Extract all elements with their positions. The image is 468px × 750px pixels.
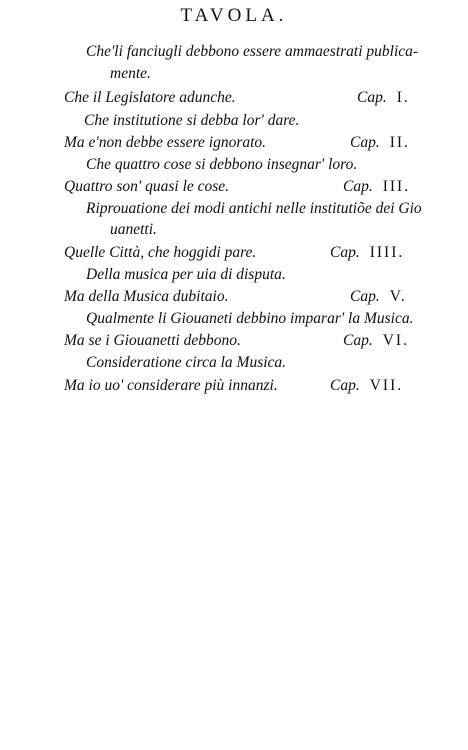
chapter-label: Cap.: [357, 89, 387, 106]
chapter-number: V.: [389, 288, 407, 305]
page-title: TAVOLA.: [180, 5, 288, 26]
chapter-number: II.: [389, 134, 410, 151]
toc-entry-text: Quattro son' quasi le cose.: [64, 178, 230, 195]
chapter-number: I.: [396, 89, 410, 106]
chapter-ref: [343, 177, 410, 197]
toc-entry-text: Della musica per uia di disputa.: [86, 266, 286, 283]
chapter-number: III.: [382, 178, 411, 195]
chapter-ref: [350, 287, 407, 307]
toc-entry-text: mente.: [110, 65, 151, 82]
toc-entry-text: Che institutione si debba lor' dare.: [84, 112, 300, 129]
toc-entry-text: Che quattro cose si debbono insegnar' loro.: [86, 156, 358, 173]
toc-entry-text: Ma io uo' considerare più innanzi.: [64, 377, 278, 394]
toc-entry-text: Che il Legislatore adunche.: [64, 89, 236, 106]
chapter-ref: [330, 243, 404, 263]
toc-entry-text: Consideratione circa la Musica.: [86, 354, 287, 371]
chapter-label: Cap.: [343, 332, 373, 349]
chapter-ref: [357, 88, 410, 108]
chapter-number: VI.: [382, 332, 409, 349]
toc-entry-text: Quelle Città, che hoggidi pare.: [64, 244, 257, 261]
toc-entry-text: Ma della Musica dubitaio.: [64, 288, 229, 305]
chapter-label: Cap.: [330, 377, 360, 394]
toc-entry-text: Ma e'non debbe essere ignorato.: [64, 134, 267, 151]
chapter-number: VII.: [369, 377, 404, 394]
toc-entry-text: Ma se i Giouanetti debbono.: [64, 332, 241, 349]
chapter-label: Cap.: [350, 288, 380, 305]
toc-entry-text: Riprouatione dei modi antichi nelle institutiõe dei Gio: [86, 200, 422, 217]
chapter-label: Cap.: [350, 134, 380, 151]
chapter-label: Cap.: [343, 178, 373, 195]
chapter-label: Cap.: [330, 244, 360, 261]
chapter-ref: [350, 133, 410, 153]
toc-entry-text: Qualmente li Giouaneti debbino imparar' la Musica.: [86, 310, 414, 327]
toc-entry-text: Che'li fanciugli debbono essere ammaestrati publica-: [86, 43, 419, 60]
toc-entry-text: uanetti.: [110, 221, 157, 238]
chapter-ref: [343, 331, 409, 351]
chapter-ref: [330, 376, 403, 396]
chapter-number: IIII.: [369, 244, 405, 261]
